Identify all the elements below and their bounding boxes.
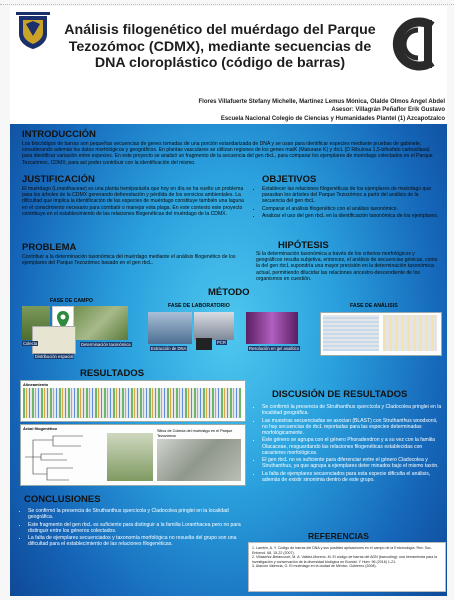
conclusiones-heading: CONCLUSIONES	[24, 494, 101, 505]
phylogenetic-tree-icon	[23, 432, 103, 482]
caption-distribucion: Distribución espacial	[35, 354, 74, 359]
objetivos-heading: OBJETIVOS	[262, 174, 317, 185]
unam-logo-icon	[16, 12, 50, 50]
arbol-panel	[20, 424, 246, 486]
scientific-poster	[10, 6, 447, 596]
conclusion-item: • Este fragmento del gen rbcL es suficiente para distinguir a la familia Loranthacea pero no para distinguir entre los géneros colectados.	[28, 522, 242, 534]
objetivos-list	[256, 186, 442, 221]
collection-sites-map	[157, 439, 241, 481]
discusion-item: • Éste género se agrupa con el género Phoradendron y a su vez con la familia Olacaceae, resguardando las relaciones filogenéticas establecidas con caracteres morfológicos.	[262, 437, 442, 456]
discusion-heading: DISCUSIÓN DE RESULTADOS	[272, 389, 408, 400]
caption-determinacion: Determinación taxonómica	[81, 342, 131, 347]
alineamiento-panel	[20, 380, 246, 422]
school: Escuela Nacional Colegio de Ciencias y Humanidades Plantel (1) Azcapotzalco	[220, 115, 445, 122]
referencias-list	[252, 546, 442, 569]
pcr-device-photo	[196, 338, 212, 350]
problema-text: Contribuir a la determinación taxonómica del muérdago mediante el análisis filogenético de los ejemplares del Parque Tezozómoc basado en el gen rbcL.	[22, 254, 236, 267]
cch-logo-icon	[388, 16, 438, 72]
discusion-item: • Se confirmó la presencia de Struthanthus quercicola y Cladocolea pringlei en la localidad geográfica.	[262, 404, 442, 416]
fase-campo-label: FASE DE CAMPO	[50, 298, 93, 304]
justificacion-text: El muérdago (Loranthaceae) es una planta hemiparásita que hoy en día se ha vuelto un problema para los árboles de la CDMX generando deforestación y pérdida de los servicios ambientales. La dificultad que implica la identificación de las especies de muérdago constituye también una laguna en el conocimiento necesario para combatir o manejar esta plaga. En este contexto este proyecto contribuye en el establecimiento de las relaciones filogenéticas del muérdago de la CDMX.	[22, 186, 244, 217]
gel-photo	[246, 312, 298, 344]
introduccion-heading: INTRODUCCIÓN	[22, 129, 96, 140]
authors-block	[110, 98, 445, 123]
caption-extraccion: Extracción de DNA	[151, 346, 187, 351]
advisor: Asesor: Villagrán Peñaflor Erik Gustavo	[331, 107, 445, 114]
objetivo-item: • Comparar el análisis filogenético con el análisis taxonómico.	[262, 206, 442, 212]
caption-colecta: Colecta	[23, 341, 38, 346]
sitios-colecta-label: Sitios de Colecta del muérdago en el Parque Tezozómoc	[157, 429, 233, 438]
referencias-heading: REFERENCIAS	[308, 531, 369, 541]
alineamiento-label: Alineamiento	[23, 382, 49, 387]
analisis-screens	[320, 312, 442, 356]
caption-gel: Resolución en gel analítico	[249, 346, 300, 351]
problema-heading: PROBLEMA	[22, 242, 77, 253]
pcr-photo	[194, 312, 234, 340]
hipotesis-text: Si la determinación taxonómica a través de los criterios morfológicos y geográficos resulta subjetiva, entonces, el análisis de secuencias génicas, como la del gen rbcL supondría una mayor precisión en la determinación taxonómica actual, permitiendo dilucidar las relaciones ancestro-descendiente de los organismos en cuestión.	[256, 251, 438, 282]
referencia-item: 3. Alarcón Valencia, O. El muérdago en la ciudad de México. Gobierno (2008).	[252, 564, 377, 569]
hipotesis-heading: HIPÓTESIS	[278, 240, 329, 251]
justificacion-heading: JUSTIFICACIÓN	[22, 174, 95, 185]
discusion-item: • La falta de ejemplares secuenciados para esta especie dificulta el análisis, además de existir sinonimia dentro de este grupo.	[262, 471, 442, 483]
alignment-grid	[23, 388, 241, 418]
conclusion-item: • Se confirmó la presencia de Struthanthus quercicola y Cladocolea pringlei en la localidad geográfica.	[28, 508, 242, 520]
extraccion-photo	[148, 312, 192, 344]
resultados-heading: RESULTADOS	[80, 368, 145, 379]
analisis-screen-1	[323, 315, 379, 351]
conclusion-item: • La falta de ejemplares secuenciados y taxonomía morfológica no resuelta del grupo son una dificultad para el establecimiento de las relaciones filogenéticas.	[28, 535, 242, 547]
determinacion-photo	[74, 306, 128, 340]
referencias-box	[248, 542, 446, 592]
poster-header	[10, 6, 447, 124]
analisis-screen-2	[383, 315, 437, 351]
conclusiones-list	[22, 508, 242, 549]
authors-names: Flores Villafuerte Stefany Michelle, Martínez Lemus Mónica, Olalde Olmos Angel Abdel	[198, 99, 445, 105]
caption-pcr: PCR	[217, 340, 226, 345]
referencia-item: 1. Lambin, A. Y. Código de barras del DNA y sus posibles aplicaciones en el campo de la Entomología. Rev. Soc. Entomol. 68, 15-22 (2007).	[252, 546, 432, 555]
poster-title: Análisis filogenético del muérdago del Parque Tezozómoc (CDMX), mediante secuencias de DNA cloroplástico (código de barras)	[64, 22, 376, 71]
arbol-label: Árbol filogenético	[23, 426, 57, 431]
specimen-photos	[107, 433, 153, 481]
discusion-item: • El gen rbcL no es suficiente para diferenciar entre el género Cladocolea y Struthanthus, ya que agrupa a ejemplares deter minados bajo el mismo taxón.	[262, 457, 442, 469]
top-ruler	[0, 0, 454, 5]
metodo-heading: MÉTODO	[208, 287, 250, 298]
discusion-list	[256, 404, 442, 484]
fase-laboratorio-label: FASE DE LABORATORIO	[168, 303, 230, 309]
referencia-item: 2. Villaseñor-Betancourt, M. A. Valdez-Moreno. M. El código de barras del ADN (barcoding): una herramienta para la investigación y conservación de la diversidad biológica en Ecosist. Y Hum. 96 (2016) 1-21.	[252, 555, 438, 564]
discusion-item: • Las muestras secuenciadas se asocian (BLAST) con Struthanthus woodsonii, no hay secuencias de rbcL reportadas para las especies determinadas morfológicamente.	[262, 418, 442, 437]
distribucion-map	[32, 326, 76, 354]
objetivo-item: • Analizar el uso del gen rbcL en la identificación taxonómica de los ejemplares.	[262, 213, 442, 219]
fase-analisis-label: FASE DE ANÁLISIS	[350, 303, 398, 309]
introduccion-text: Los biocódigos de barras son pequeñas secuencias de genes tomadas de una porción estandarizada de DNA y se usan para identificar especies mediante pruebas de gabinete, considerando además los datos morfológicos y geográficos. En plantas vasculares se utilizan regiones de los genes matK (Maturase K) y rbcL (D Ribulosa 1,5-bifosfato carboxilasa) para identificar variación entre especies. En este proyecto se analizó un fragmento de la secuencia del gen rbcL, para comparar los ejemplares de muérdago colectados en el Parque Tezozómoc, CDMX, para así poder contribuir con la identificación del mismo.	[22, 141, 433, 166]
objetivo-item: • Establecer las relaciones filogenéticas de los ejemplares de muérdago que parasitan los árboles del Parque Tezozómoc a partir del análisis de la secuencia del gen rbcL.	[262, 186, 442, 205]
